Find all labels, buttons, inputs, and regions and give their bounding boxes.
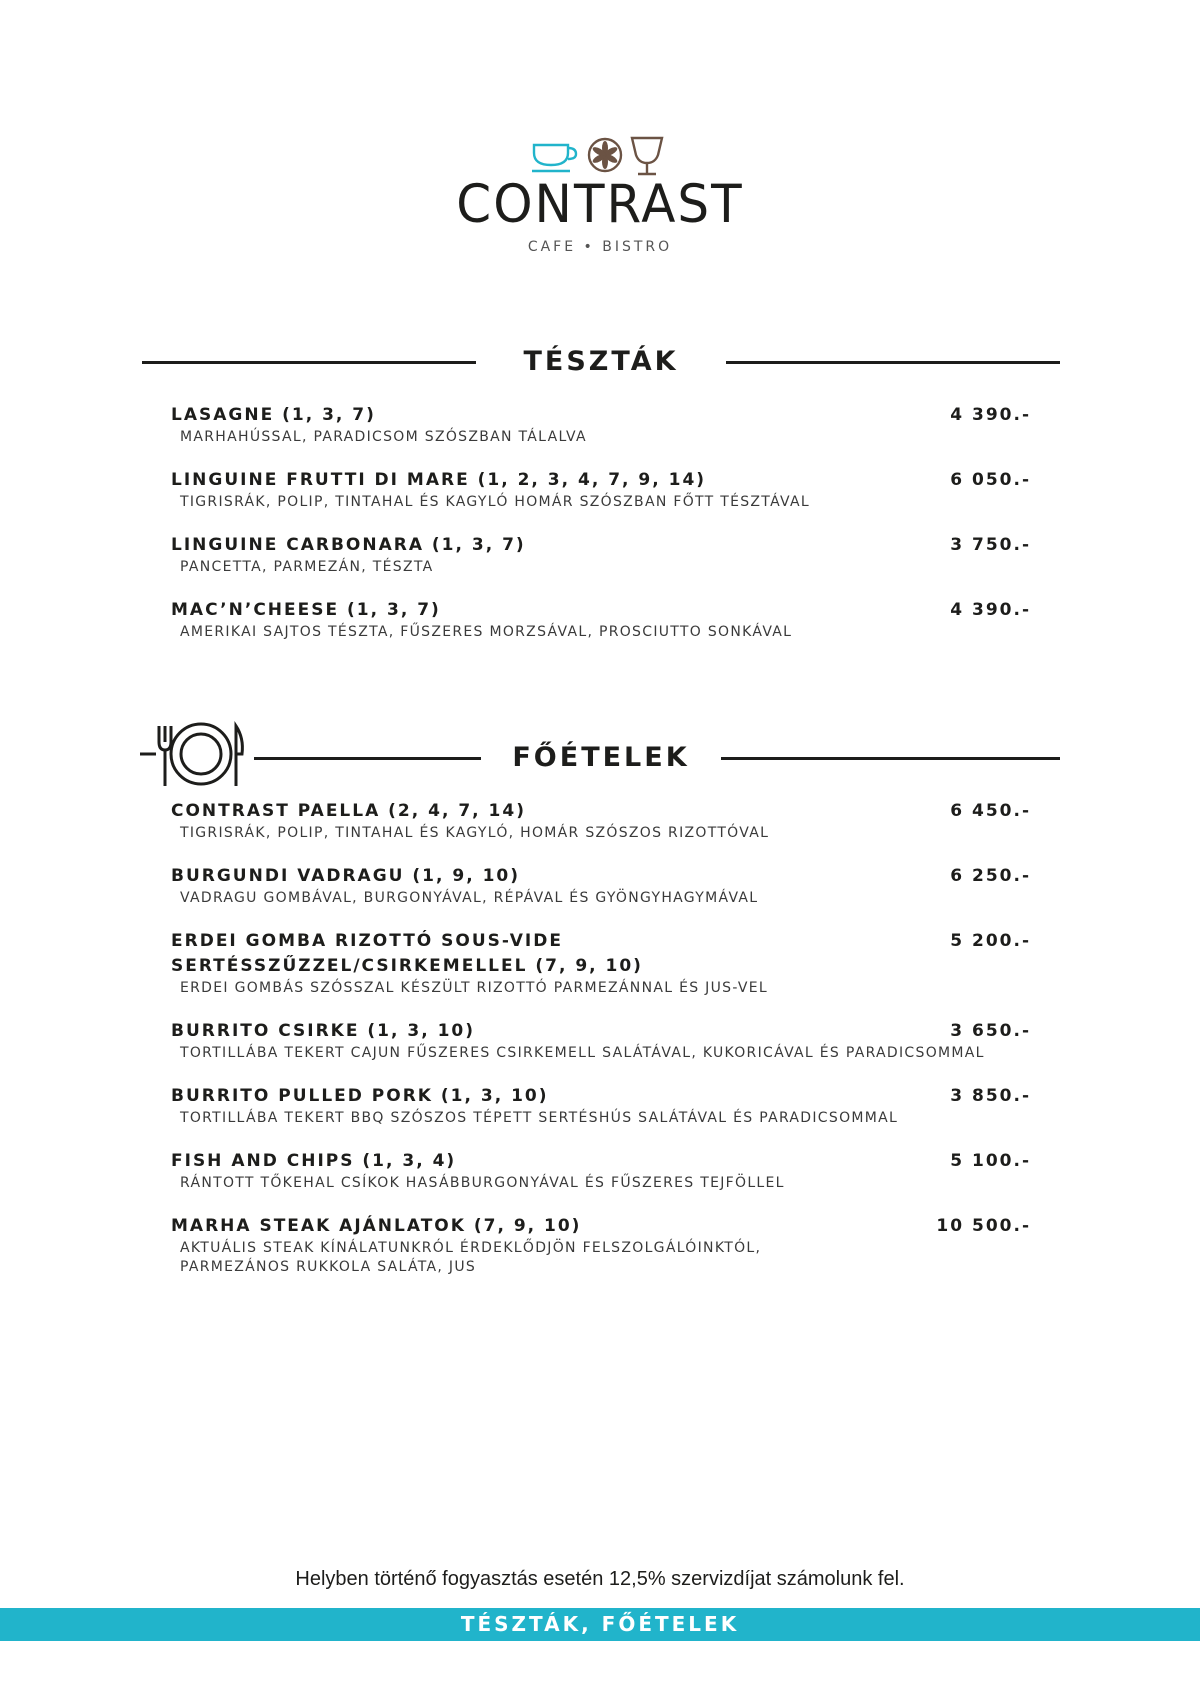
section-title: FŐÉTELEK bbox=[512, 742, 690, 773]
section-header-pasta bbox=[142, 342, 1060, 382]
menu-item bbox=[171, 1149, 1031, 1214]
item-price: 4 390.- bbox=[950, 405, 1031, 425]
item-price: 4 390.- bbox=[950, 600, 1031, 620]
menu-item bbox=[171, 1084, 1031, 1149]
item-price: 6 250.- bbox=[950, 866, 1031, 886]
item-description: ERDEI GOMBÁS SZÓSSZAL KÉSZÜLT RIZOTTÓ PARMEZÁNNAL ÉS JUS-VEL bbox=[180, 980, 768, 996]
item-description: AMERIKAI SAJTOS TÉSZTA, FŰSZERES MORZSÁVAL, PROSCIUTTO SONKÁVAL bbox=[180, 624, 793, 640]
item-price: 6 050.- bbox=[950, 470, 1031, 490]
item-name: MARHA STEAK AJÁNLATOK (7, 9, 10) bbox=[171, 1216, 582, 1236]
brand-subtitle: CAFE • BISTRO bbox=[527, 239, 673, 255]
item-price: 5 200.- bbox=[950, 931, 1031, 951]
item-name: LASAGNE (1, 3, 7) bbox=[171, 405, 376, 425]
section-header-mains bbox=[142, 738, 1060, 778]
item-description: MARHAHÚSSAL, PARADICSOM SZÓSZBAN TÁLALVA bbox=[180, 429, 587, 445]
menu-list-pasta bbox=[171, 403, 1031, 663]
menu-item bbox=[171, 1019, 1031, 1084]
item-description: AKTUÁLIS STEAK KÍNÁLATUNKRÓL ÉRDEKLŐDJÖN FELSZOLGÁLÓINKTÓL, PARMEZÁNOS RUKKOLA SALÁTA, JUS bbox=[180, 1240, 762, 1275]
item-description: PANCETTA, PARMEZÁN, TÉSZTA bbox=[180, 559, 434, 575]
item-price: 3 650.- bbox=[950, 1021, 1031, 1041]
item-description: TORTILLÁBA TEKERT CAJUN FŰSZERES CSIRKEMELL SALÁTÁVAL, KUKORICÁVAL ÉS PARADICSOMMAL bbox=[180, 1045, 985, 1061]
menu-item bbox=[171, 598, 1031, 663]
item-name: LINGUINE FRUTTI DI MARE (1, 2, 3, 4, 7, 9, 14) bbox=[171, 470, 707, 490]
item-price: 3 750.- bbox=[950, 535, 1031, 555]
menu-item bbox=[171, 468, 1031, 533]
item-description: RÁNTOTT TŐKEHAL CSÍKOK HASÁBBURGONYÁVAL ÉS FŰSZERES TEJFÖLLEL bbox=[180, 1175, 785, 1191]
item-price: 6 450.- bbox=[950, 801, 1031, 821]
footer-category-bar: TÉSZTÁK, FŐÉTELEK bbox=[0, 1608, 1200, 1641]
item-description: TORTILLÁBA TEKERT BBQ SZÓSZOS TÉPETT SERTÉSHÚS SALÁTÁVAL ÉS PARADICSOMMAL bbox=[180, 1110, 899, 1126]
wine-glass-icon bbox=[632, 138, 662, 174]
item-description: VADRAGU GOMBÁVAL, BURGONYÁVAL, RÉPÁVAL ÉS GYÖNGYHAGYMÁVAL bbox=[180, 890, 759, 906]
item-price: 3 850.- bbox=[950, 1086, 1031, 1106]
service-charge-note: Helyben történő fogyasztás esetén 12,5% szervizdíjat számolunk fel. bbox=[295, 1568, 905, 1590]
menu-item bbox=[171, 533, 1031, 598]
flower-icon bbox=[589, 139, 621, 171]
item-name: ERDEI GOMBA RIZOTTÓ SOUS-VIDE SERTÉSSZŰZZEL/CSIRKEMELLEL (7, 9, 10) bbox=[171, 931, 643, 976]
item-name: CONTRAST PAELLA (2, 4, 7, 14) bbox=[171, 801, 526, 821]
item-name: FISH AND CHIPS (1, 3, 4) bbox=[171, 1151, 457, 1171]
menu-item bbox=[171, 864, 1031, 929]
item-name: LINGUINE CARBONARA (1, 3, 7) bbox=[171, 535, 526, 555]
menu-item bbox=[171, 1214, 1031, 1279]
logo-icons bbox=[530, 135, 670, 177]
menu-list-mains bbox=[171, 799, 1031, 1279]
menu-item bbox=[171, 403, 1031, 468]
item-description: TIGRISRÁK, POLIP, TINTAHAL ÉS KAGYLÓ HOMÁR SZÓSZBAN FŐTT TÉSZTÁVAL bbox=[180, 494, 811, 510]
cup-icon bbox=[532, 145, 576, 171]
item-name: BURRITO CSIRKE (1, 3, 10) bbox=[171, 1021, 475, 1041]
item-description: TIGRISRÁK, POLIP, TINTAHAL ÉS KAGYLÓ, HOMÁR SZÓSZOS RIZOTTÓVAL bbox=[180, 825, 770, 841]
menu-item bbox=[171, 929, 1031, 1019]
brand-logo bbox=[0, 135, 1200, 255]
item-name: BURRITO PULLED PORK (1, 3, 10) bbox=[171, 1086, 549, 1106]
menu-item bbox=[171, 799, 1031, 864]
section-title: TÉSZTÁK bbox=[523, 346, 679, 377]
item-price: 10 500.- bbox=[936, 1216, 1031, 1236]
item-price: 5 100.- bbox=[950, 1151, 1031, 1171]
item-name: BURGUNDI VADRAGU (1, 9, 10) bbox=[171, 866, 520, 886]
item-name: MAC’N’CHEESE (1, 3, 7) bbox=[171, 600, 441, 620]
brand-name: CONTRAST bbox=[456, 173, 744, 235]
